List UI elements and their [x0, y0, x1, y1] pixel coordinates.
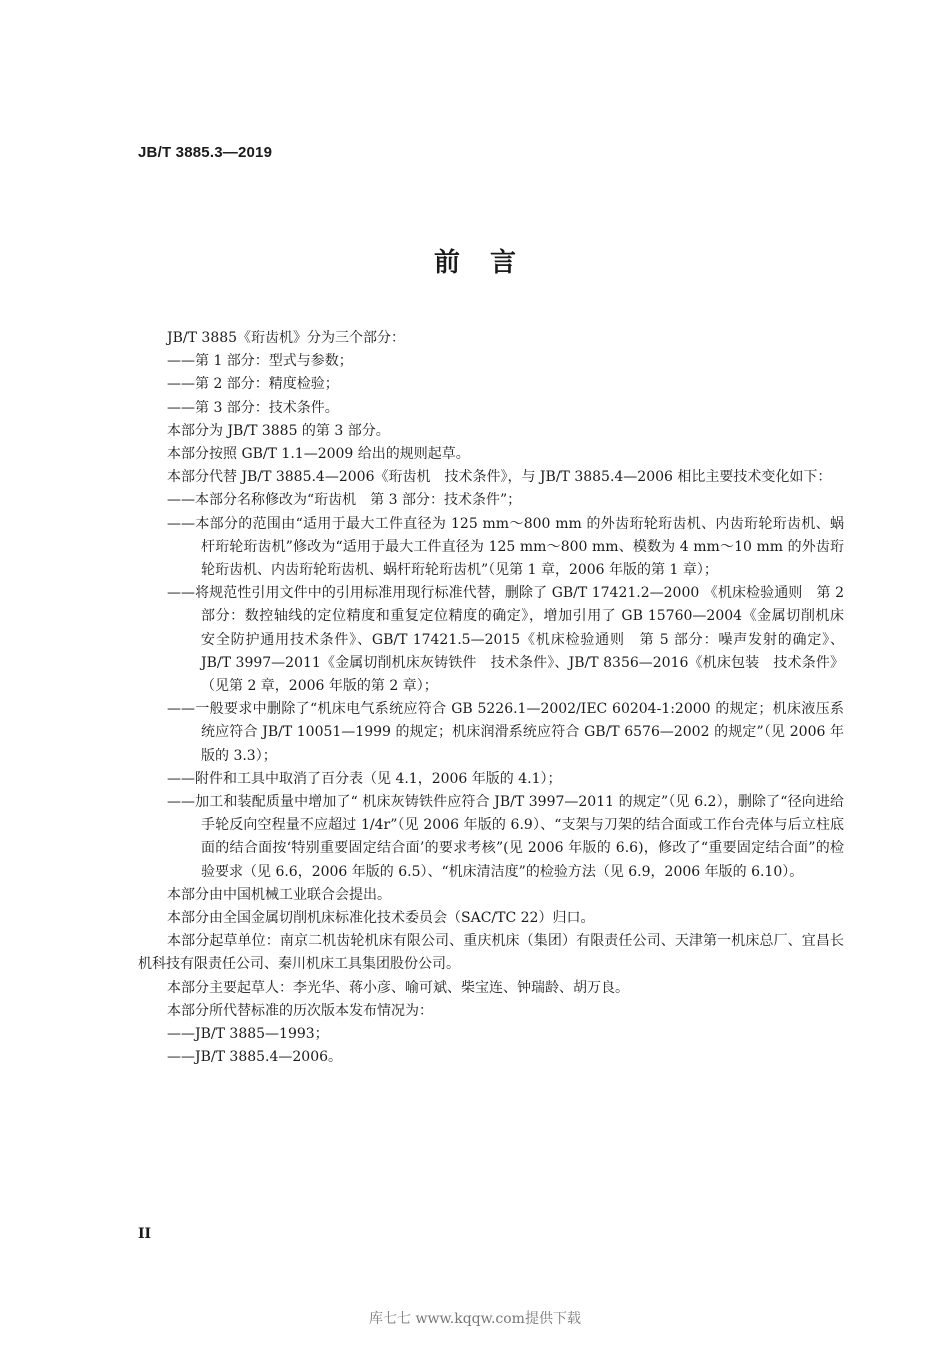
paragraph: 本部分按照 GB/T 1.1—2009 给出的规则起草。 [167, 446, 470, 463]
paragraph: 本部分由全国金属切削机床标准化技术委员会（SAC/TC 22）归口。 [167, 910, 595, 927]
list-item: ——一般要求中删除了“机床电气系统应符合 GB 5226.1—2002/IEC 60204-1:2000 的规定；机床液压系统应符合 JB/T 10051—1999 的规定；机床润滑系统应符合 GB/T 6576—2002 的规定”（见 2006 年版的 3.3）； [167, 701, 844, 764]
list-item: ——本部分名称修改为“珩齿机 第 3 部分：技术条件”； [167, 492, 522, 509]
list-item: ——第 1 部分：型式与参数； [167, 353, 353, 370]
list-item: ——将规范性引用文件中的引用标准用现行标准代替，删除了 GB/T 17421.2—2000 《机床检验通则 第 2 部分：数控轴线的定位精度和重复定位精度的确定》，增加引用了 GB 15760—2004《金属切削机床 安全防护通用技术条件》、GB/T 17421.5—2015《机床检验通则 第 5 部分：噪声发射的确定》、JB/T 3997—2011《金属切削机床灰铸铁件 技术条件》、JB/T 8356—2016《机床包装 技术条件》（见第 2 章，2006 年版的第 2 章）； [167, 585, 858, 695]
download-footer: 库七七 www.kqqw.com提供下载 [369, 1311, 581, 1327]
paragraph: 本部分起草单位：南京二机齿轮机床有限公司、重庆机床（集团）有限责任公司、天津第一机床总厂、宜昌长机科技有限责任公司、秦川机床工具集团股份公司。 [138, 933, 844, 973]
page-title: 前言 [433, 248, 546, 278]
paragraph: 本部分主要起草人：李光华、蒋小彦、喻可斌、柴宝连、钟瑞龄、胡万良。 [167, 979, 629, 996]
list-item: ——JB/T 3885—1993； [167, 1026, 329, 1043]
list-item: ——第 2 部分：精度检验； [167, 376, 339, 393]
paragraph: 本部分代替 JB/T 3885.4—2006《珩齿机 技术条件》，与 JB/T 3885.4—2006 相比主要技术变化如下： [167, 469, 832, 486]
paragraph: 本部分为 JB/T 3885 的第 3 部分。 [167, 422, 390, 439]
page-number: II [138, 1226, 152, 1242]
list-item: ——本部分的范围由“适用于最大工件直径为 125 mm～800 mm 的外齿珩轮珩齿机、内齿珩轮珩齿机、蜗杆珩轮珩齿机”修改为“适用于最大工件直径为 125 mm～800 mm、模数为 4 mm～10 mm 的外齿珩轮珩齿机、内齿珩轮珩齿机、蜗杆珩轮珩齿机”（见第 1 章，2006 年版的第 1 章）； [167, 515, 844, 579]
list-item: ——加工和装配质量中增加了“ 机床灰铸铁件应符合 JB/T 3997—2011 的规定”（见 6.2），删除了“径向进给手轮反向空程量不应超过 1/4r”（见 2006 年版的 6.9）、“支架与刀架的结合面或工作台壳体与后立柱底面的结合面按‘特别重要固定结合面’的要求考核”(见 2006 年版的 6.6)，修改了“重要固定结合面”的检验要求（见 6.6，2006 年版的 6.5）、“机床清洁度”的检验方法（见 6.9，2006 年版的 6.10）。 [167, 794, 844, 880]
paragraph: JB/T 3885《珩齿机》分为三个部分： [167, 330, 406, 346]
standard-code: JB/T 3885.3—2019 [138, 144, 273, 161]
paragraph: 本部分由中国机械工业联合会提出。 [167, 886, 391, 903]
list-item: ——第 3 部分：技术条件。 [167, 399, 339, 416]
list-item: ——JB/T 3885.4—2006。 [167, 1049, 343, 1066]
paragraph: 本部分所代替标准的历次版本发布情况为： [167, 1002, 433, 1019]
preface-content [138, 327, 858, 1070]
list-item: ——附件和工具中取消了百分表（见 4.1，2006 年版的 4.1）； [167, 770, 562, 787]
